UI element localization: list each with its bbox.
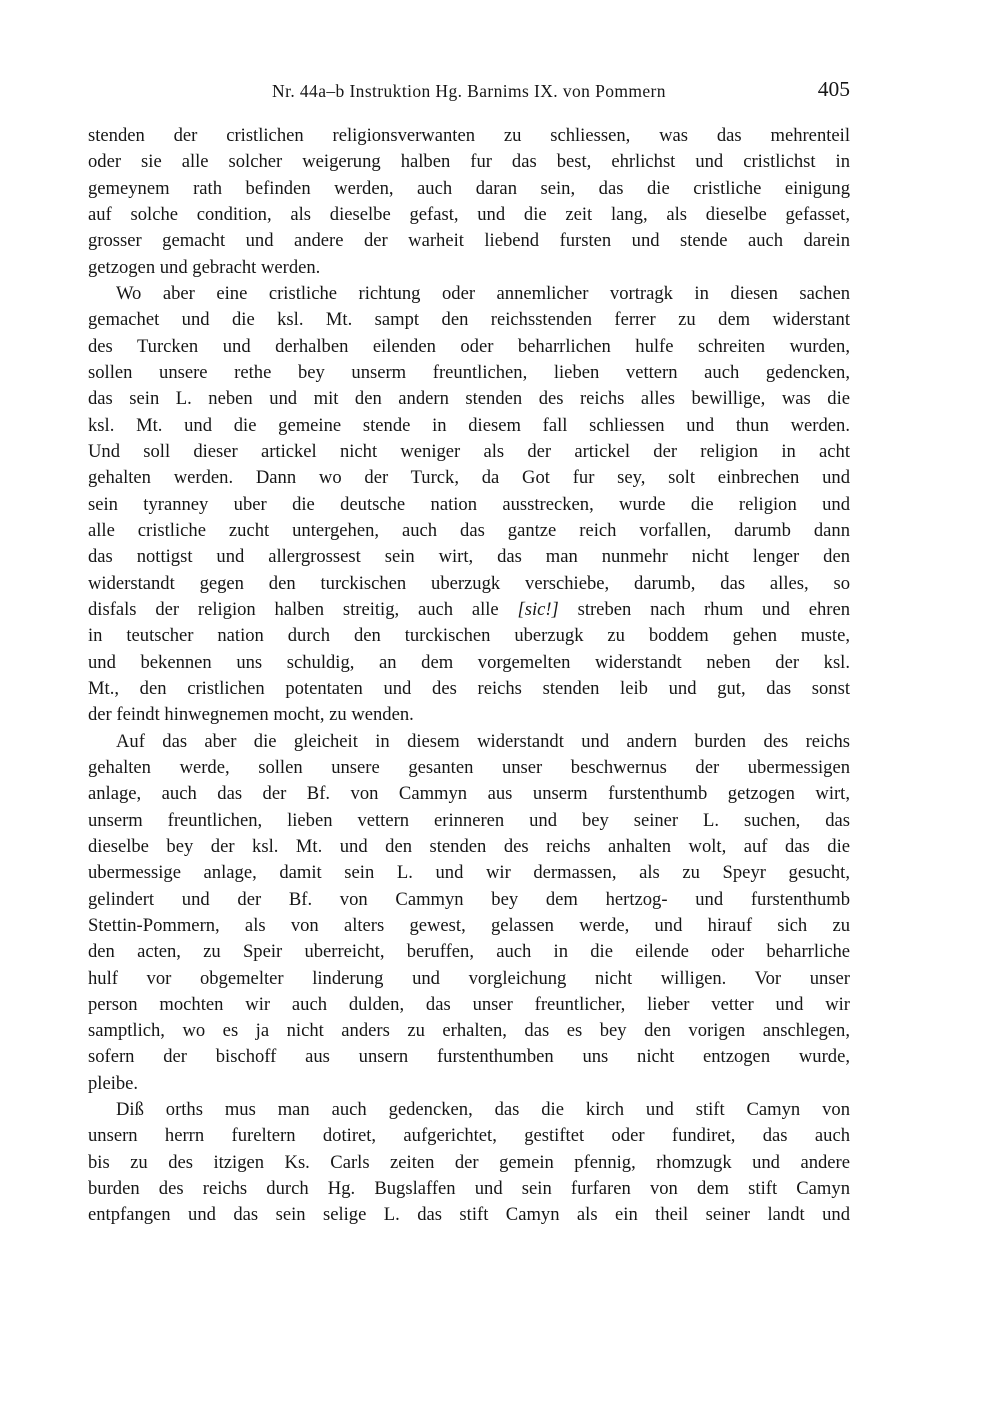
text-line: sein tyranney uber die deutsche nation ausstrecken, wurde die religion und [88,493,850,515]
text-line: sollen unsere rethe bey unserm freuntlichen, lieben vettern auch gedencken, [88,361,850,383]
text-line: grosser gemacht und andere der warheit liebend fursten und stende auch darein [88,230,850,252]
sic-annotation: [sic!] [517,598,559,620]
text-line: auf solche condition, als dieselbe gefast, und die zeit lang, als dieselbe gefasset, [88,203,850,225]
text-line: person mochten wir auch dulden, das unser freuntlicher, lieber vetter und wir [88,993,850,1015]
text-line: alle cristliche zucht untergehen, auch das gantze reich vorfallen, darumb dann [88,519,850,541]
running-head: Nr. 44a–b Instruktion Hg. Barnims IX. von Pommern [272,81,666,101]
text-line: Mt., den cristlichen potentaten und des reichs stenden leib und gut, das sonst [88,677,850,699]
text-line: in teutscher nation durch den turckischen uberzugk zu boddem gehen muste, [88,625,850,647]
text-column [88,78,850,1229]
text-line: gehalten werde, sollen unsere gesanten unser beschwernus der ubermessigen [88,756,850,778]
text-line: hulf vor obgemelter linderung und vorgleichung nicht willigen. Vor unser [88,967,850,989]
text-line: gemachet und die ksl. Mt. sampt den reichsstenden ferrer zu dem widerstant [88,309,850,331]
text-line: gelindert und der Bf. von Cammyn bey dem hertzog- und furstenthumb [88,888,850,910]
text-line: den acten, zu Speir uberreicht, beruffen, auch in die eilende oder beharrliche [88,941,850,963]
text-line: der feindt hinwegnemen mocht, zu wenden. [88,704,414,726]
text-line: dieselbe bey der ksl. Mt. und den stenden des reichs anhalten wolt, auf das die [88,835,850,857]
text-line: disfals der religion halben streitig, auch alle [sic!] streben nach rhum und ehren [88,598,850,620]
text-line: getzogen und gebracht werden. [88,256,321,278]
text-line: unsern herrn fureltern dotiret, aufgerichtet, gestiftet oder fundiret, das auch [88,1125,850,1147]
text-line: gehalten werden. Dann wo der Turck, da Got fur sey, solt einbrechen und [88,467,850,489]
text-line: Und soll dieser artickel nicht weniger als der artickel der religion in acht [88,440,850,462]
text-line: oder sie alle solcher weigerung halben fur das best, ehrlichst und cristlichst in [88,151,850,173]
text-line: anlage, auch das der Bf. von Cammyn aus unserm furstenthumb getzogen wirt, [88,783,850,805]
text-line: Stettin-Pommern, als von alters gewest, gelassen werde, und hirauf sich zu [88,914,850,936]
text-line: gemeynem rath befinden werden, auch daran sein, das die cristliche einigung [88,177,850,199]
text-line: das nottigst und allergrossest sein wirt, das man nunmehr nicht lenger den [88,546,850,568]
text-line: ubermessige anlage, damit sein L. und wir dermassen, als zu Speyr gesucht, [88,862,850,884]
text-line: entpfangen und das sein selige L. das stift Camyn als ein theil seiner landt und [88,1204,850,1226]
page-number: 405 [817,77,850,101]
text-line: widerstandt gegen den turckischen uberzugk verschiebe, darumb, das alles, so [88,572,850,594]
text-line: Auf das aber die gleicheit in diesem widerstandt und andern burden des reichs [116,730,850,752]
text-line: pleibe. [88,1072,139,1094]
text-line: sofern der bischoff aus unsern furstenthumben uns nicht entzogen wurde, [88,1046,850,1068]
text-line: stenden der cristlichen religionsverwanten zu schliessen, was das mehrenteil [88,125,850,146]
text-line: unserm freuntlichen, lieben vettern erinneren und bey seiner L. suchen, das [88,809,850,831]
text-line: und bekennen uns schuldig, an dem vorgemelten widerstandt neben der ksl. [88,651,850,673]
text-line: bis zu des itzigen Ks. Carls zeiten der gemein pfennig, rhomzugk und andere [88,1151,850,1173]
text-line: ksl. Mt. und die gemeine stende in diesem fall schliessen und thun werden. [88,414,850,436]
page-header [88,78,850,104]
text-line: das sein L. neben und mit den andern stenden des reichs alles bewillige, was die [88,388,850,410]
text-line: samptlich, wo es ja nicht anders zu erhalten, das es bey den vorigen anschlegen, [88,1020,850,1042]
text-line: des Turcken und derhalben eilenden oder beharrlichen hulfe schreiten wurden, [88,335,850,357]
text-line: Diß orths mus man auch gedencken, das die kirch und stift Camyn von [116,1099,850,1121]
page-body [88,123,850,1229]
text-line: burden des reichs durch Hg. Bugslaffen und sein furfaren von dem stift Camyn [88,1178,850,1200]
text-line: Wo aber eine cristliche richtung oder annemlicher vortragk in diesen sachen [116,282,850,304]
